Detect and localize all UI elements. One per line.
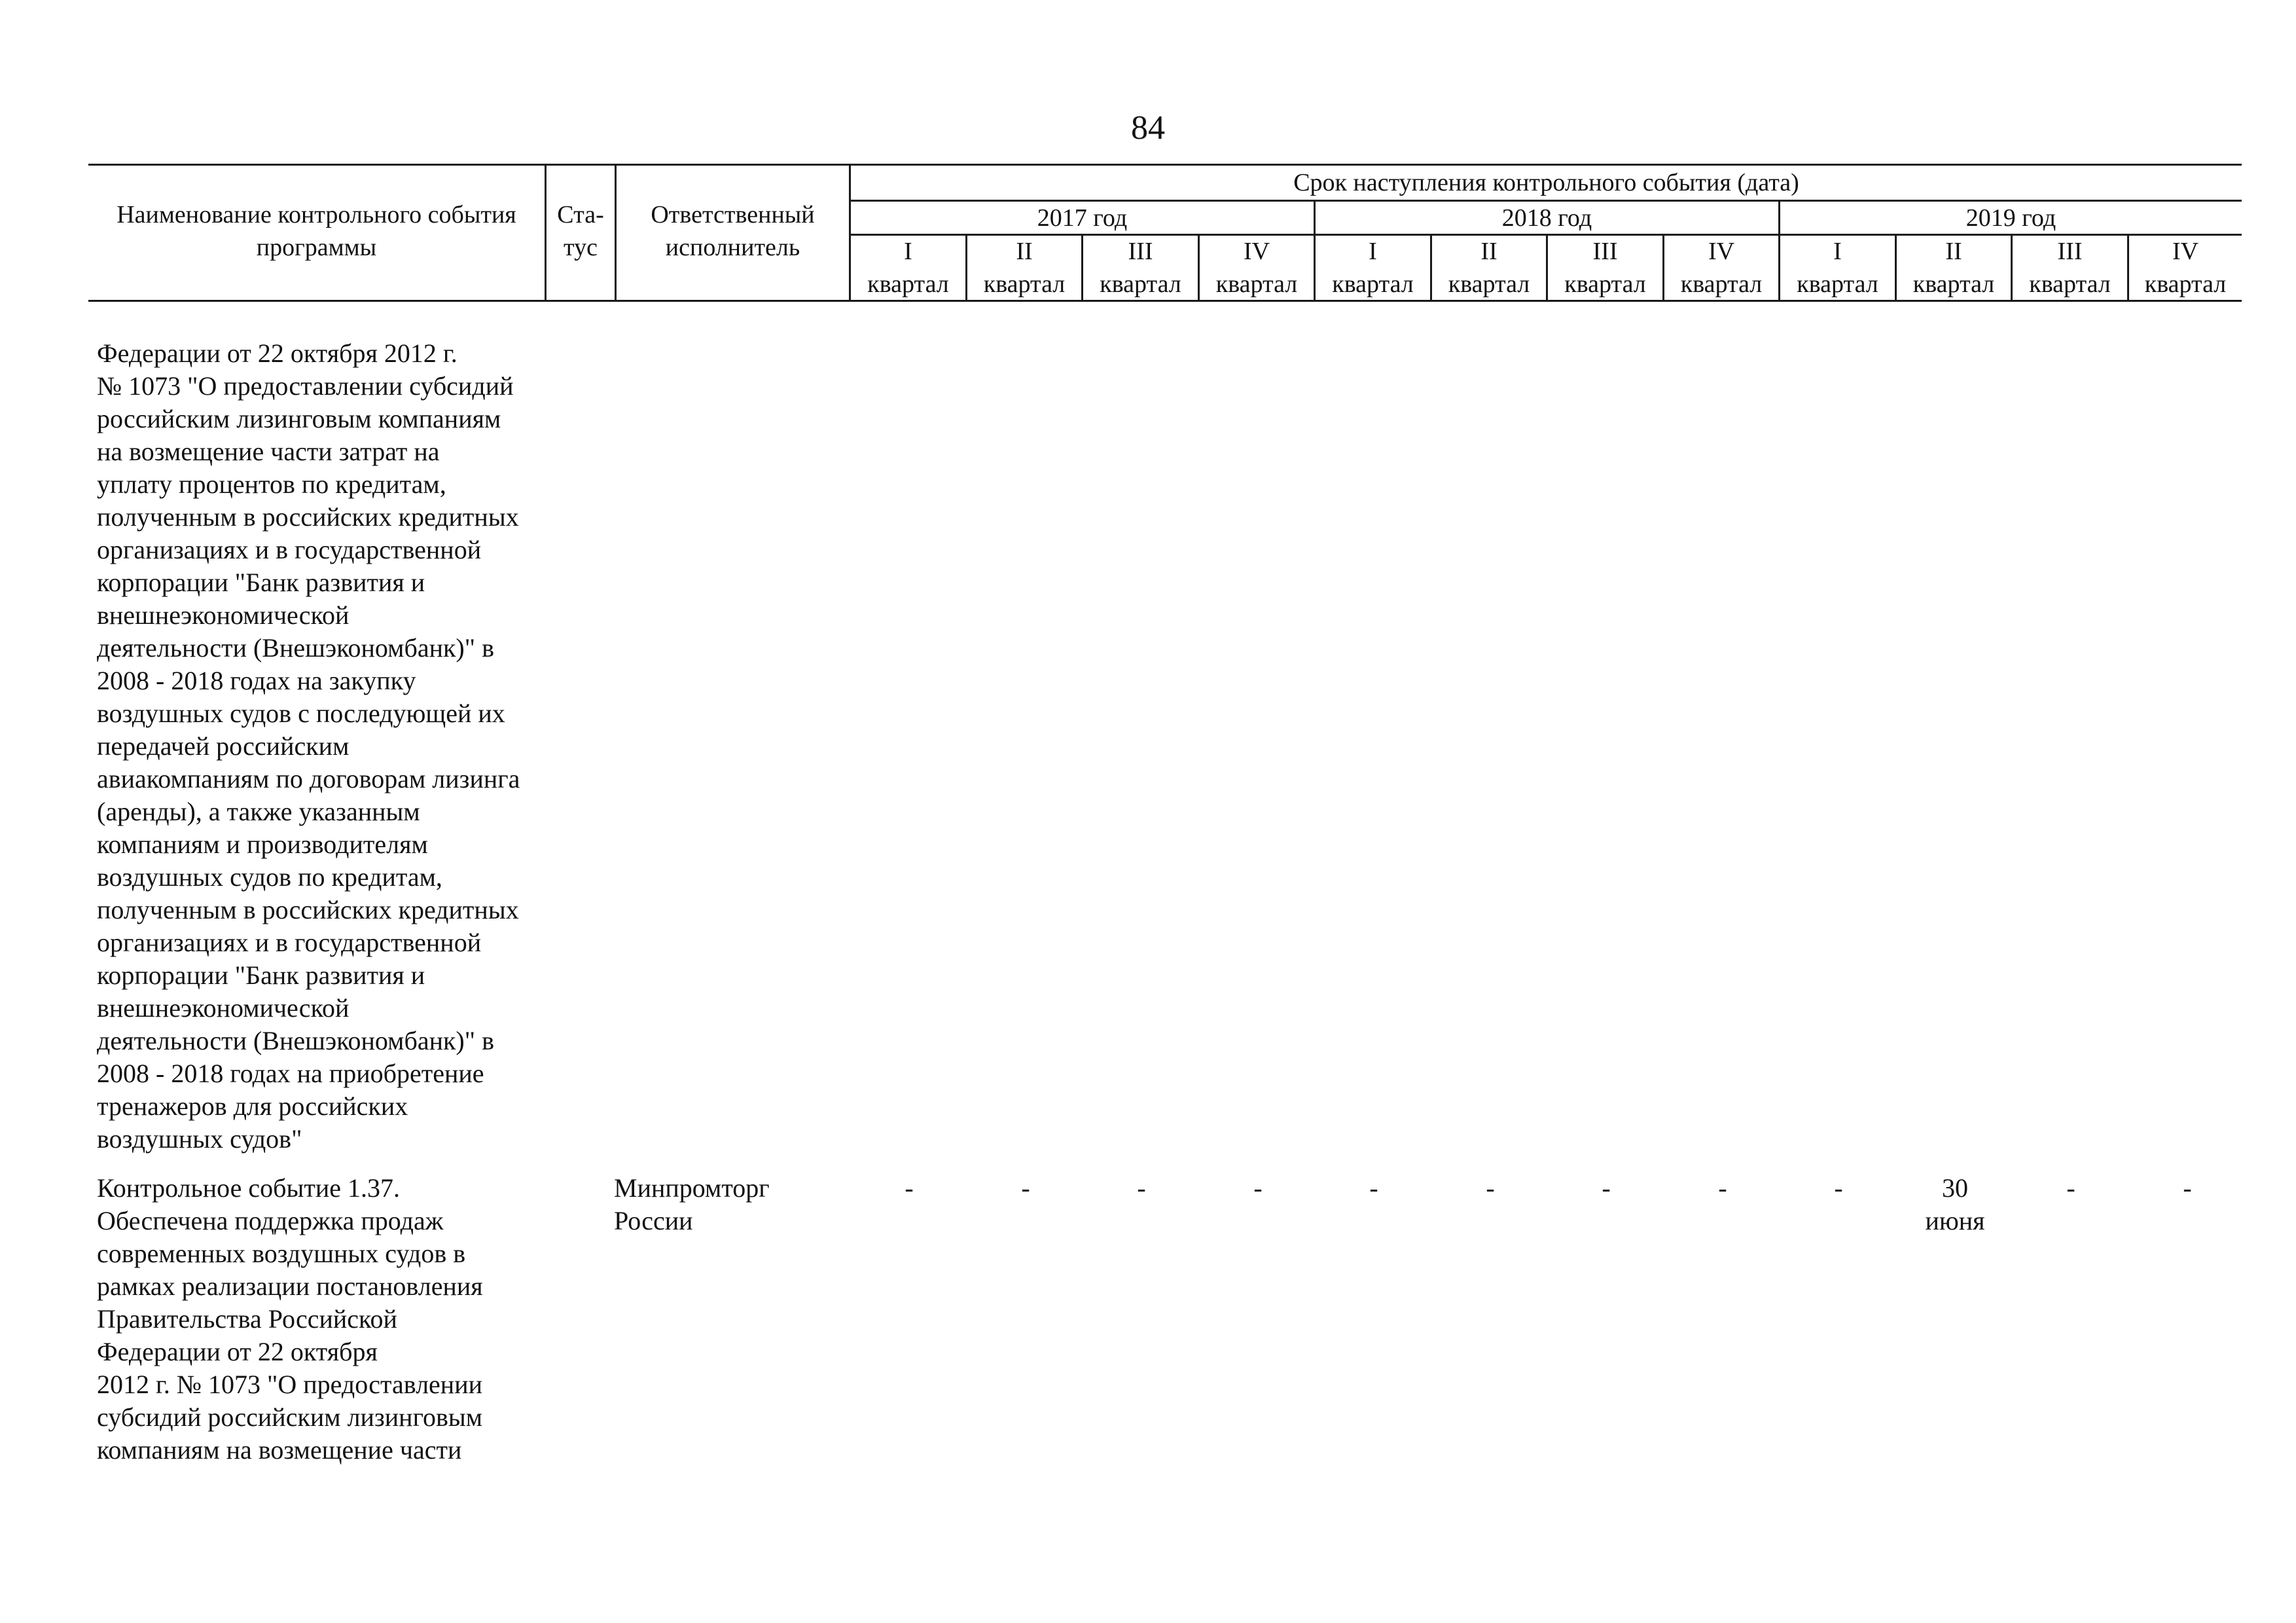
event-name-line: организациях и в государственной [97,535,482,564]
quarter-value-line: - [2183,1173,2192,1203]
header-event-name-line: Наименование контрольного события [117,200,516,228]
quarter-value-line: - [2066,1173,2075,1203]
header-year-2018: 2018 год [1501,204,1592,232]
responsible-executor [614,1172,770,1237]
quarter-word: квартал [1448,270,1530,298]
header-quarter-2017-1 [851,236,965,300]
quarter-numeral: IV [1243,238,1270,265]
quarter-value-line: - [1253,1173,1263,1203]
event-name-line: полученным в российских кредитных [97,895,519,924]
header-quarter-2019-3 [2013,236,2127,300]
quarter-word: квартал [2029,270,2111,298]
event-name-line: 2008 - 2018 годах на закупку [97,666,416,695]
event-name-line: полученным в российских кредитных [97,502,519,532]
event-name-line: внешнеэкономической [97,993,350,1023]
quarter-value-2018-2 [1432,1172,1549,1205]
quarter-numeral: I [1369,238,1377,265]
quarter-word: квартал [983,270,1066,298]
quarter-numeral: III [1592,238,1618,265]
header-year-2017: 2017 год [1037,204,1128,232]
quarter-value-2019-3 [2013,1172,2129,1205]
quarter-numeral: IV [2172,238,2199,265]
quarter-value-line: - [1718,1173,1727,1203]
quarter-value-2019-1 [1780,1172,1897,1205]
event-name-line: на возмещение части затрат на [97,437,440,466]
event-name-line: деятельности (Внешэкономбанк)" в [97,1026,494,1055]
quarter-numeral: II [1016,238,1033,265]
quarter-value-line: 30 [1942,1173,1968,1203]
quarter-word: квартал [1797,270,1878,298]
header-year-2019: 2019 год [1965,204,2056,232]
table-header [88,164,2242,304]
event-name-line: Правительства Российской [97,1304,397,1334]
header-status [547,196,615,265]
header-quarter-2018-2 [1432,236,1546,300]
quarter-value-2018-1 [1316,1172,1432,1205]
event-name-line: (аренды), а также указанным [97,797,420,826]
quarter-value-line: - [1602,1173,1611,1203]
event-name-line: организациях и в государственной [97,928,482,957]
event-name-line: воздушных судов" [97,1124,302,1154]
event-name-line: Федерации от 22 октября 2012 г. [97,338,457,368]
event-name-line: рамках реализации постановления [97,1271,483,1301]
event-name-line: корпорации "Банк развития и [97,960,425,990]
header-responsible-line: Ответственный [651,200,815,228]
quarter-value-2019-2 [1897,1172,2013,1237]
header-event-name-line: программы [256,233,377,261]
event-name-line: внешнеэкономической [97,600,350,630]
table-row [97,337,2250,1162]
event-name-line: воздушных судов с последующей их [97,699,505,728]
event-name-line: авиакомпаниям по договорам лизинга [97,764,520,793]
header-responsible-line: исполнитель [665,233,800,261]
event-name-line: 2012 г. № 1073 "О предоставлении [97,1370,483,1399]
event-name-line: передачей российским [97,731,350,761]
quarter-value-2017-4 [1200,1172,1316,1205]
quarter-value-2018-3 [1548,1172,1664,1205]
event-name-line: компаниям на возмещение части [97,1435,462,1465]
quarter-value-line: - [1369,1173,1378,1203]
quarter-value-line: июня [1925,1206,1985,1235]
page-number: 84 [1131,109,1165,147]
quarter-word: квартал [867,270,949,298]
header-quarter-2017-3 [1083,236,1198,300]
quarter-word: квартал [1912,270,1995,298]
quarter-word: квартал [1215,270,1298,298]
responsible-line: Минпромторг [614,1173,770,1203]
quarter-numeral: III [1128,238,1153,265]
header-quarter-2017-2 [967,236,1081,300]
event-name-line: воздушных судов по кредитам, [97,862,442,892]
quarter-value-line: - [1834,1173,1843,1203]
header-event-name [88,196,545,265]
quarter-word: квартал [1680,270,1763,298]
event-name-line: тренажеров для российских [97,1091,408,1121]
event-name-line: уплату процентов по кредитам, [97,469,446,499]
header-quarter-2018-4 [1664,236,1778,300]
quarter-value-line: - [905,1173,914,1203]
header-deadline: Срок наступления контрольного события (дата) [1293,169,1799,196]
event-name-line: 2008 - 2018 годах на приобретение [97,1059,484,1088]
quarter-value-line: - [1137,1173,1146,1203]
quarter-value-2018-4 [1664,1172,1781,1205]
quarter-value-2017-3 [1083,1172,1200,1205]
quarter-value-2017-1 [851,1172,967,1205]
event-name-line: компаниям и производителям [97,830,428,859]
quarter-word: квартал [2144,270,2227,298]
event-name-line: Обеспечена поддержка продаж [97,1206,444,1235]
event-name-line: современных воздушных судов в [97,1239,466,1268]
header-quarter-2019-1 [1780,236,1895,300]
header-quarter-2019-4 [2129,236,2242,300]
event-name-line: № 1073 "О предоставлении субсидий [97,371,514,401]
header-quarter-2018-3 [1548,236,1662,300]
header-responsible [617,196,849,265]
event-name [97,337,520,1156]
header-quarter-2018-1 [1316,236,1430,300]
event-name-line: российским лизинговым компаниям [97,404,501,433]
header-quarter-2017-4 [1200,236,1314,300]
responsible-line: России [614,1206,693,1235]
event-name-line: субсидий российским лизинговым [97,1402,483,1432]
quarter-numeral: I [904,238,912,265]
quarter-numeral: III [2057,238,2083,265]
quarter-word: квартал [1332,270,1414,298]
event-name-line: Контрольное событие 1.37. [97,1173,401,1203]
quarter-value-2019-4 [2129,1172,2246,1205]
header-status-line: тус [564,233,598,261]
quarter-numeral: I [1833,238,1842,265]
quarter-numeral: II [1945,238,1962,265]
quarter-value-2017-2 [967,1172,1084,1205]
header-status-line: Ста- [557,200,604,228]
quarter-word: квартал [1100,270,1181,298]
table-row [97,1172,2250,1473]
event-name-line: корпорации "Банк развития и [97,568,425,597]
quarter-value-line: - [1486,1173,1495,1203]
quarter-numeral: IV [1708,238,1735,265]
quarter-numeral: II [1480,238,1498,265]
event-name-line: деятельности (Внешэкономбанк)" в [97,633,494,663]
quarter-word: квартал [1564,270,1646,298]
header-quarter-2019-2 [1897,236,2011,300]
quarter-value-line: - [1021,1173,1030,1203]
event-name [97,1172,483,1467]
event-name-line: Федерации от 22 октября [97,1337,378,1366]
